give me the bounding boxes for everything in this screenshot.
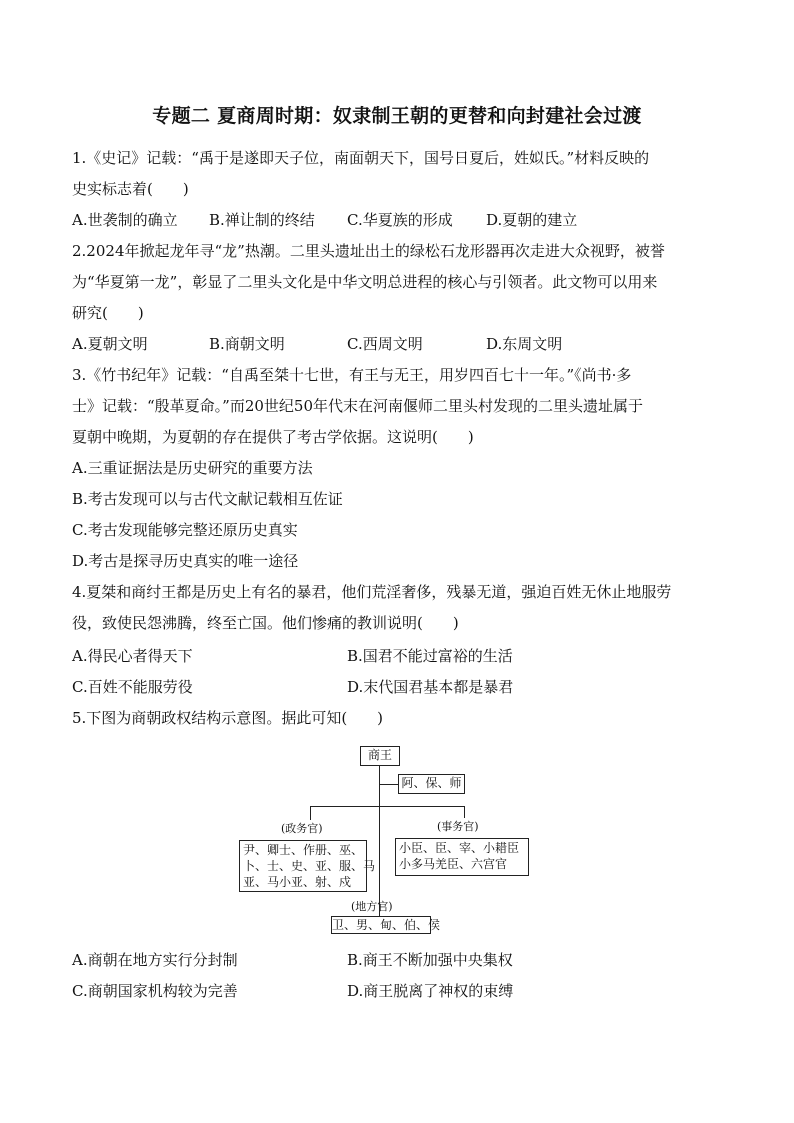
branch-line [310, 806, 465, 807]
q4-option-d: D.末代国君基本都是暴君 [347, 678, 514, 696]
admin-branch-line [310, 806, 311, 820]
affairs-line-1: 小臣、臣、宰、小耤臣 [399, 841, 520, 855]
q4-option-c: C.百姓不能服劳役 [72, 678, 193, 696]
question-3-line-3: 夏朝中晚期，为夏朝的存在提供了考古学依据。这说明( ) [72, 428, 474, 446]
local-officials-box: 卫、男、甸、伯、侯 [332, 918, 441, 932]
advisor-connector [379, 784, 399, 785]
affairs-label: (事务官) [437, 820, 479, 833]
page-title: 专题二 夏商周时期：奴隶制王朝的更替和向封建社会过渡 [152, 105, 642, 127]
shang-government-structure-diagram [233, 742, 533, 940]
affairs-officials-box [395, 838, 529, 876]
admin-line-1: 尹、卿士、作册、巫、 [243, 843, 364, 857]
q2-option-c: C.西周文明 [347, 335, 423, 353]
local-label: (地方官) [351, 900, 393, 913]
admin-line-3: 亚、马小亚、射、戍 [243, 875, 352, 889]
q5-option-a: A.商朝在地方实行分封制 [72, 951, 238, 969]
q5-option-d: D.商王脱离了神权的束缚 [347, 982, 514, 1000]
admin-officials-box [239, 840, 376, 892]
q1-option-b: B.禅让制的终结 [209, 211, 315, 229]
q3-option-a: A.三重证据法是历史研究的重要方法 [72, 459, 313, 477]
question-2-line-2: 为“华夏第一龙”，彰显了二里头文化是中华文明总进程的核心与引领者。此文物可以用来 [72, 273, 658, 291]
q2-option-a: A.夏朝文明 [72, 335, 148, 353]
q4-option-a: A.得民心者得天下 [72, 647, 193, 665]
q1-option-a: A.世袭制的确立 [72, 211, 178, 229]
q1-option-d: D.夏朝的建立 [486, 211, 578, 229]
admin-line-2: 卜、士、史、亚、服、马 [243, 859, 376, 873]
q2-option-d: D.东周文明 [486, 335, 563, 353]
question-4-line-1: 4.夏桀和商纣王都是历史上有名的暴君，他们荒淫奢侈，残暴无道，强迫百姓无休止地服劳 [72, 583, 672, 601]
q4-option-b: B.国君不能过富裕的生活 [347, 647, 513, 665]
q3-option-d: D.考古是探寻历史真实的唯一途径 [72, 552, 299, 570]
q3-option-c: C.考古发现能够完整还原历史真实 [72, 521, 298, 539]
question-4-line-2: 役，致使民怨沸腾，终至亡国。他们惨痛的教训说明( ) [72, 614, 459, 632]
q2-option-b: B.商朝文明 [209, 335, 285, 353]
question-3-line-1: 3.《竹书纪年》记载：“自禹至桀十七世，有王与无王，用岁四百七十一年。”《尚书·多 [72, 366, 632, 384]
question-2-line-1: 2.2024年掀起龙年寻“龙”热潮。二里头遗址出土的绿松石龙形器再次走进大众视野，被誉 [72, 242, 665, 260]
question-2-line-3: 研究( ) [72, 304, 144, 322]
q5-option-c: C.商朝国家机构较为完善 [72, 982, 238, 1000]
q3-option-b: B.考古发现可以与古代文献记载相互佐证 [72, 490, 343, 508]
question-1-line-1: 1.《史记》记载：“禹于是遂即天子位，南面朝天下，国号日夏后，姓姒氏。”材料反映的 [72, 149, 650, 167]
q1-option-c: C.华夏族的形成 [347, 211, 453, 229]
q5-option-b: B.商王不断加强中央集权 [347, 951, 513, 969]
affairs-branch-line [464, 806, 465, 818]
king-box: 商王 [360, 746, 400, 766]
admin-label: (政务官) [281, 822, 323, 835]
affairs-line-2: 小多马羌臣、六宫官 [399, 857, 508, 871]
question-5-line-1: 5.下图为商朝政权结构示意图。据此可知( ) [72, 709, 384, 727]
question-3-line-2: 士》记载：“殷革夏命。”而20世纪50年代末在河南偃师二里头村发现的二里头遗址属于 [72, 397, 644, 415]
advisors-box: 阿、保、师 [399, 774, 465, 794]
question-1-line-2: 史实标志着( ) [72, 180, 189, 198]
